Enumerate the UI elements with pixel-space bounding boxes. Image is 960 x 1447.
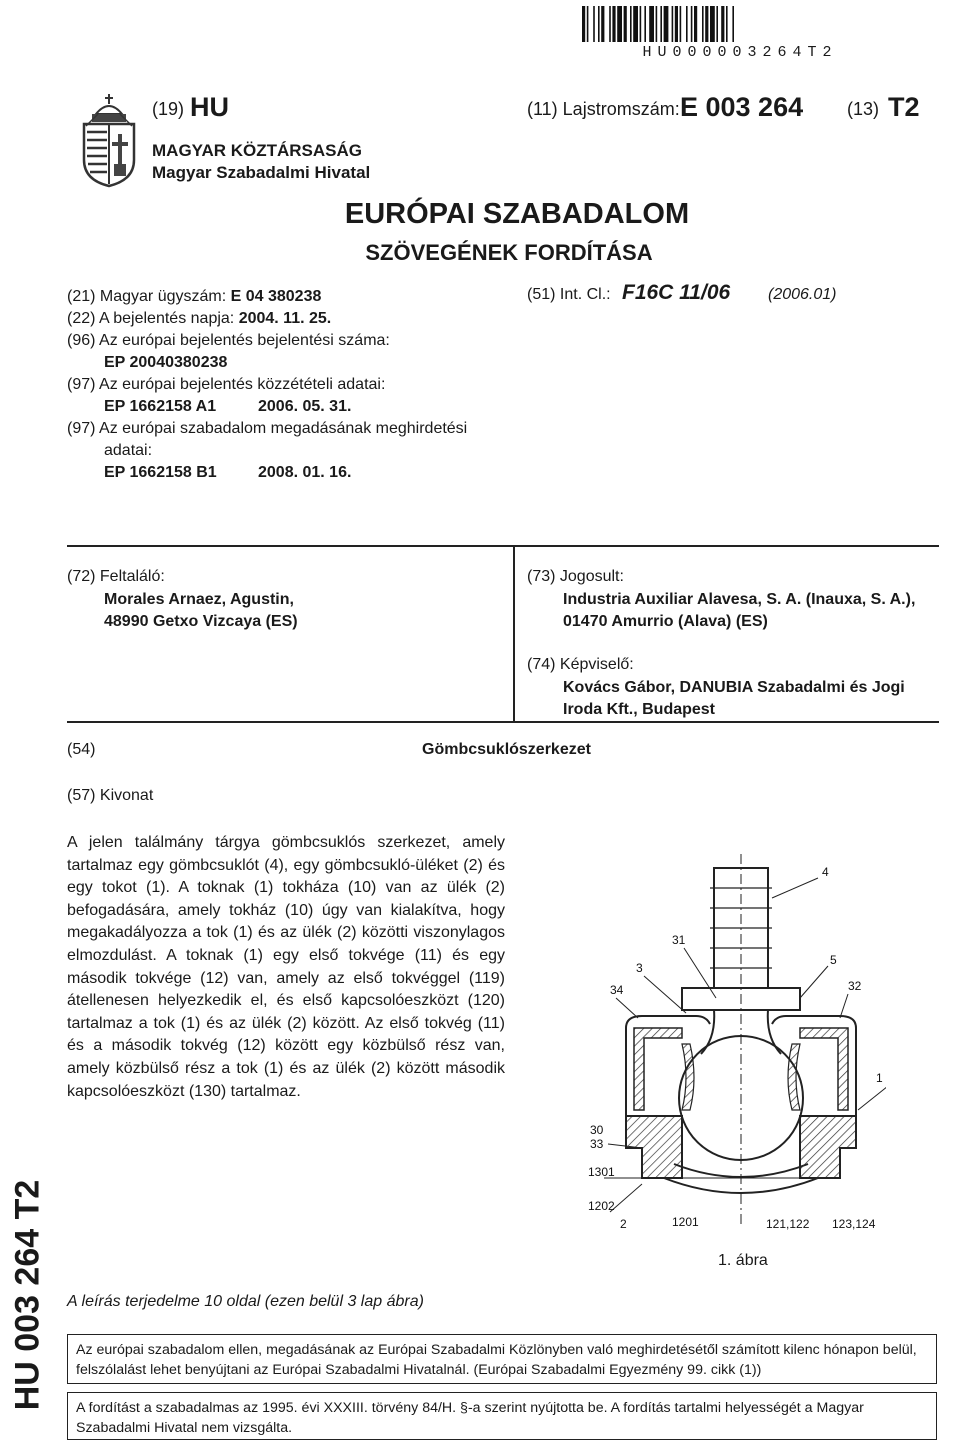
agent-name-cont	[563, 699, 715, 721]
field-96-value: EP 20040380238	[104, 354, 228, 371]
field-19-label: (19)	[152, 99, 185, 119]
ref-4: 4	[822, 865, 829, 879]
ref-31: 31	[672, 933, 686, 947]
invention-title: Gömbcsuklószerkezet	[422, 741, 591, 758]
field-22	[67, 308, 331, 329]
ref-1: 1	[876, 1071, 883, 1085]
field-96-label: (96) Az európai bejelentés bejelentési száma:	[67, 332, 390, 349]
inventor-label: (72) Feltaláló:	[67, 568, 165, 585]
extent-note: A leírás terjedelme 10 oldal (ezen belül 3 lap ábra)	[67, 1293, 424, 1310]
barcode-text: HU000003264T2	[642, 44, 838, 61]
ref-5: 5	[830, 953, 837, 967]
coat-of-arms-icon	[78, 92, 140, 188]
ref-1201: 1201	[672, 1215, 699, 1229]
figure-caption: 1. ábra	[718, 1252, 768, 1269]
ref-34: 34	[610, 983, 624, 997]
ipc-classification: F16C 11/06	[622, 281, 731, 304]
agent-name: Kovács Gábor, DANUBIA Szabadalmi és Jogi	[563, 679, 905, 696]
ref-121-122: 121,122	[766, 1217, 810, 1231]
inventor-address: 48990 Getxo Vizcaya (ES)	[104, 613, 298, 630]
field-97b-label-line1: (97) Az európai szabadalom megadásának meghirdetési	[67, 420, 468, 437]
divider-top	[67, 545, 939, 547]
ref-3: 3	[636, 961, 643, 975]
field-22-label: (22) A bejelentés napja:	[67, 310, 239, 327]
patent-office-name: Magyar Szabadalmi Hivatal	[152, 163, 371, 182]
translation-note: A fordítást a szabadalmas az 1995. évi XXXIII. törvény 84/H. §-a szerint nyújtotta be. A fordítás tartalmi helyességét a Magyar Szabadalmi Hivatal nem vizsgálta.	[67, 1392, 937, 1440]
country-code: HU	[190, 92, 229, 122]
sidebar-document-id	[8, 1150, 48, 1440]
holder-label: (73) Jogosult:	[527, 568, 624, 585]
field-51-label: (51) Int. Cl.:	[527, 286, 611, 303]
document-title: EURÓPAI SZABADALOM	[344, 198, 690, 230]
field-22-value: 2004. 11. 25.	[238, 310, 332, 327]
divider-bottom	[67, 721, 939, 723]
field-97a-label: (97) Az európai bejelentés közzétételi adatai:	[67, 376, 386, 393]
registration-number: E 003 264	[680, 92, 804, 122]
agent-firm: Iroda Kft.	[563, 701, 634, 718]
inventor-name: Morales Arnaez, Agustin,	[104, 591, 294, 608]
agent-label: (74) Képviselő:	[527, 656, 634, 673]
sidebar-text: HU 003 264 T2	[8, 1179, 47, 1411]
country-name: MAGYAR KÖZTÁRSASÁG	[152, 141, 362, 160]
holder-address: 01470 Amurrio (Alava) (ES)	[563, 613, 768, 630]
field-97b-number: EP 1662158 B1	[104, 464, 217, 481]
ref-123-124: 123,124	[832, 1217, 876, 1231]
document-subtitle: SZÖVEGÉNEK FORDÍTÁSA	[365, 240, 653, 265]
field-97b-label-line2: adatai:	[104, 442, 153, 459]
field-97a-date: 2006. 05. 31.	[258, 398, 352, 415]
ipc-version: (2006.01)	[768, 286, 837, 303]
field-13-label: (13)	[847, 99, 880, 119]
barcode	[582, 6, 898, 42]
ref-30: 30	[590, 1123, 604, 1137]
kind-code: T2	[888, 92, 920, 122]
field-21	[67, 286, 321, 307]
field-97a-number: EP 1662158 A1	[104, 398, 217, 415]
ref-1202: 1202	[588, 1199, 615, 1213]
field-97b-date: 2008. 01. 16.	[258, 464, 352, 481]
holder-name: Industria Auxiliar Alavesa, S. A. (Inauxa, S. A.),	[563, 591, 916, 608]
field-21-value: E 04 380238	[230, 288, 322, 305]
opposition-note: Az európai szabadalom ellen, megadásának az Európai Szabadalmi Közlönyben való meghirdetésétől számított kilenc hónapon belül, felszólalást lehet benyújtani az Európai Szabadalmi Hivatalnál. (Európai Szabadalmi Egyezmény 99. cikk (1))	[67, 1334, 937, 1384]
field-54-label: (54)	[67, 741, 96, 758]
ref-32: 32	[848, 979, 862, 993]
field-21-label: (21) Magyar ügyszám:	[67, 288, 231, 305]
abstract-text: A jelen találmány tárgya gömbcsuklós szerkezet, amely tartalmaz egy gömbcsuklót (4), egy gömbcsukló-üléket (2) és egy tokot (1). A toknak (1) tokháza (10) van az ülék (2) befogadására, amely tokház (10) úgy van kialakítva, hogy megakadályozza a tok (1) és az ülék (2) közötti viszonylagos elmozdulást. A toknak (1) egy első tokvége (11) és egy második tokvége (12) van, amely az első tokvéggel (119) átellenesen helyezkedik el, és első kapcsolóeszközt (120) tartalmaz a tok (1) és az ülék (2) között. Az első tokvég (11) és a második tokvég (12) között egy közbülső rész van, amely közbülső rész a tok (1) és az ülék (2) között második kapcsolóeszközt (130) tartalmaz.	[67, 834, 505, 1100]
ref-1301: 1301	[588, 1165, 615, 1179]
ball-joint-drawing	[586, 848, 886, 1238]
field-57-label: (57) Kivonat	[67, 787, 154, 804]
agent-city: , Budapest	[633, 701, 716, 718]
divider-vertical	[513, 545, 515, 723]
registration-label: (11) Lajstromszám:	[527, 99, 680, 119]
ref-33: 33	[590, 1137, 604, 1151]
ref-2: 2	[620, 1217, 627, 1231]
